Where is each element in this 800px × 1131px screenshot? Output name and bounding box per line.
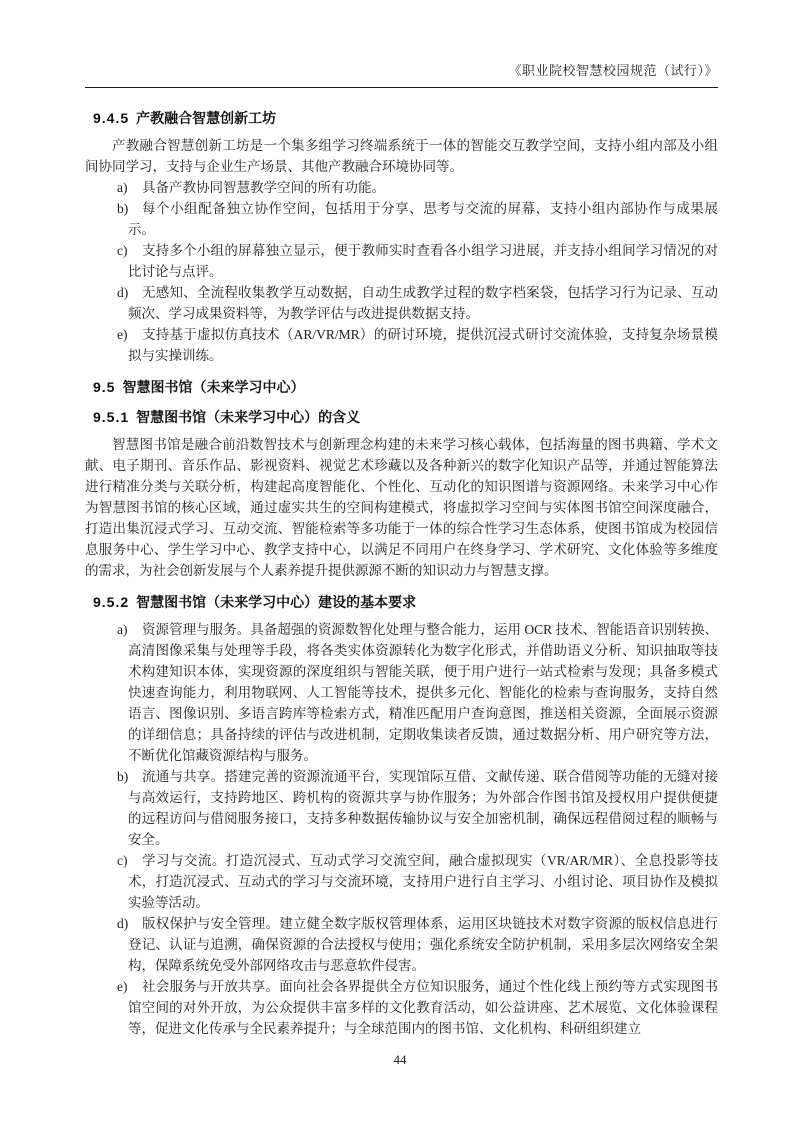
- list-item-label: b): [117, 769, 129, 784]
- list-item-e: [85, 976, 718, 1039]
- section-heading-9-5: [93, 378, 718, 396]
- section-title: 智慧图书馆（未来学习中心）: [122, 379, 305, 395]
- section-9-5-1-paragraph: 智慧图书馆是融合前沿数智技术与创新理念构建的未来学习核心载体，包括海量的图书典籍、学术文献、电子期刊、音乐作品、影视资料、视觉艺术珍藏以及各种新兴的数字化知识产品等，并通过智能算法进行精准分类与关联分析，构建起高度智能化、个性化、互动化的知识图谱与资源网络。未来学习中心作为智慧图书馆的核心区域，通过虚实共生的空间构建模式，将虚拟学习空间与实体图书馆空间深度融合，打造出集沉浸式学习、互动交流、智能检索等多功能于一体的综合性学习生态体系，使图书馆成为校园信息服务中心、学生学习中心、教学支持中心，以满足不同用户在终身学习、学术研究、文化体验等多维度的需求，为社会创新发展与个人素养提升提供源源不断的知识动力与智慧支撑。: [85, 437, 718, 578]
- list-item-d: [85, 913, 718, 976]
- section-number: 9.4.5: [93, 110, 130, 126]
- list-item-text: 版权保护与安全管理。建立健全数字版权管理体系，运用区块链技术对数字资源的版权信息进行登记、认证与追溯，确保资源的合法授权与使用；强化系统安全防护机制，采用多层次网络安全架构，保障系统免受外部网络攻击与恶意软件侵害。: [128, 916, 718, 973]
- list-item-text: 学习与交流。打造沉浸式、互动式学习交流空间，融合虚拟现实（VR/AR/MR）、全息投影等技术，打造沉浸式、互动式的学习与交流环境，支持用户进行自主学习、小组讨论、项目协作及模拟实验等活动。: [128, 853, 718, 910]
- list-item-a: [85, 177, 718, 198]
- list-item-text: 支持多个小组的屏幕独立显示，便于教师实时查看各小组学习进展，并支持小组间学习情况的对比讨论与点评。: [128, 243, 718, 279]
- list-item-e: [85, 324, 718, 366]
- list-item-d: [85, 282, 718, 324]
- list-item-label: c): [117, 853, 128, 868]
- list-item-c: [85, 240, 718, 282]
- section-number: 9.5.2: [93, 594, 130, 610]
- section-9-4-5-paragraph: 产教融合智慧创新工坊是一个集多组学习终端系统于一体的智能交互教学空间，支持小组内部及小组间协同学习，支持与企业生产场景、其他产教融合环境协同等。: [85, 138, 718, 174]
- list-item-text: 资源管理与服务。具备超强的资源数智化处理与整合能力，运用 OCR 技术、智能语音识别转换、高清图像采集与处理等手段，将各类实体资源转化为数字化形式，并借助语义分析、知识抽取等技术构建知识本体，实现资源的深度组织与智能关联，便于用户进行一站式检索与发现；具备多模式快速查询能力，利用物联网、人工智能等技术，提供多元化、智能化的检索与查询服务，支持自然语言、图像识别、多语言跨库等检索方式，精准匹配用户查询意图，推送相关资源，全面展示资源的详细信息；具备持续的评估与改进机制，定期收集读者反馈，通过数据分析、用户研究等方法，不断优化馆藏资源结构与服务。: [128, 622, 718, 763]
- section-heading-9-5-1: [93, 408, 718, 426]
- list-item-label: d): [117, 285, 129, 300]
- list-item-label: c): [117, 243, 128, 258]
- section-9-4-5-list: [85, 177, 718, 366]
- list-item-label: e): [117, 327, 128, 342]
- list-item-text: 社会服务与开放共享。面向社会各界提供全方位知识服务，通过个性化线上预约等方式实现图书馆空间的对外开放，为公众提供丰富多样的文化教育活动，如公益讲座、艺术展览、文化体验课程等，促进文化传承与全民素养提升；与全球范围内的图书馆、文化机构、科研组织建立: [128, 979, 718, 1036]
- list-item-text: 具备产教协同智慧教学空间的所有功能。: [142, 180, 385, 195]
- section-number: 9.5: [93, 379, 116, 395]
- list-item-label: e): [117, 979, 128, 994]
- section-number: 9.5.1: [93, 409, 130, 425]
- list-item-c: [85, 850, 718, 913]
- section-heading-9-5-2: [93, 593, 718, 611]
- list-item-label: b): [117, 201, 129, 216]
- section-title: 智慧图书馆（未来学习中心）建设的基本要求: [136, 594, 417, 610]
- list-item-text: 流通与共享。搭建完善的资源流通平台，实现馆际互借、文献传递、联合借阅等功能的无缝对接与高效运行，支持跨地区、跨机构的资源共享与协作服务；为外部合作图书馆及授权用户提供便捷的远程访问与借阅服务接口，支持多种数据传输协议与安全加密机制，确保远程借阅过程的顺畅与安全。: [128, 769, 718, 847]
- list-item-label: d): [117, 916, 129, 931]
- list-item-text: 无感知、全流程收集教学互动数据，自动生成教学过程的数字档案袋，包括学习行为记录、互动频次、学习成果资料等，为教学评估与改进提供数据支持。: [128, 285, 718, 321]
- section-title: 智慧图书馆（未来学习中心）的含义: [136, 409, 361, 425]
- page-number: 44: [393, 1052, 407, 1067]
- section-title: 产教融合智慧创新工坊: [136, 110, 277, 126]
- page-header: [85, 60, 718, 88]
- list-item-b: [85, 766, 718, 850]
- section-9-5-2-list: [85, 619, 718, 1039]
- list-item-label: a): [117, 622, 128, 637]
- list-item-b: [85, 198, 718, 240]
- list-item-label: a): [117, 180, 128, 195]
- list-item-text: 支持基于虚拟仿真技术（AR/VR/MR）的研讨环境，提供沉浸式研讨交流体验，支持复杂场景模拟与实操训练。: [128, 327, 718, 363]
- list-item-text: 每个小组配备独立协作空间，包括用于分享、思考与交流的屏幕，支持小组内部协作与成果展示。: [128, 201, 718, 237]
- document-title: 《职业院校智慧校园规范（试行）》: [508, 63, 718, 78]
- section-heading-9-4-5: [93, 109, 718, 127]
- list-item-a: [85, 619, 718, 766]
